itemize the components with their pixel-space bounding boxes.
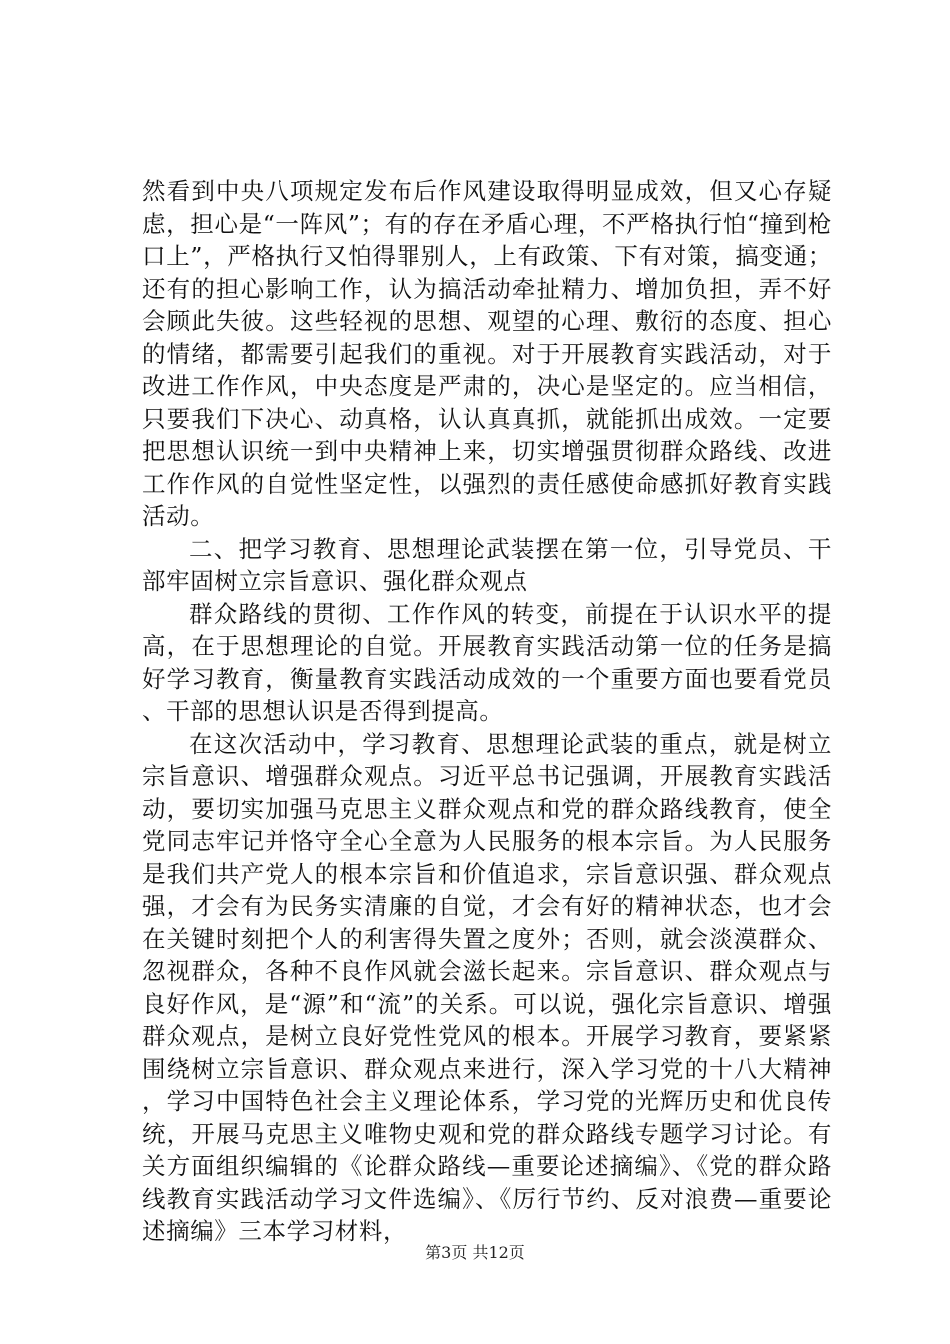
document-body — [142, 175, 832, 1248]
page-number-footer: 第3页 共12页 — [425, 1243, 525, 1262]
paragraph: 群众路线的贯彻、工作作风的转变，前提在于认识水平的提高，在于思想理论的自觉。开展教育实践活动第一位的任务是搞好学习教育，衡量教育实践活动成效的一个重要方面也要看党员、干部的思想认识是否得到提高。 — [142, 599, 832, 725]
paragraph-continued: 然看到中央八项规定发布后作风建设取得明显成效，但又心存疑虑，担心是“一阵风”；有的存在矛盾心理，不严格执行怕“撞到枪口上”，严格执行又怕得罪别人，上有政策、下有对策，搞变通；还有的担心影响工作，认为搞活动牵扯精力、增加负担，弄不好会顾此失彼。这些轻视的思想、观望的心理、敷衍的态度、担心的情绪，都需要引起我们的重视。对于开展教育实践活动，对于改进工作作风，中央态度是严肃的，决心是坚定的。应当相信，只要我们下决心、动真格，认认真真抓，就能抓出成效。一定要把思想认识统一到中央精神上来，切实增强贯彻群众路线、改进工作作风的自觉性坚定性，以强烈的责任感使命感抓好教育实践活动。 — [142, 177, 832, 530]
section-heading: 二、把学习教育、思想理论武装摆在第一位，引导党员、干部牢固树立宗旨意识、强化群众观点 — [142, 534, 832, 595]
paragraph: 在这次活动中，学习教育、思想理论武装的重点，就是树立宗旨意识、增强群众观点。习近平总书记强调，开展教育实践活动，要切实加强马克思主义群众观点和党的群众路线教育，使全党同志牢记并恪守全心全意为人民服务的根本宗旨。为人民服务是我们共产党人的根本宗旨和价值追求，宗旨意识强、群众观点强，才会有为民务实清廉的自觉，才会有好的精神状态，也才会在关键时刻把个人的利害得失置之度外；否则，就会淡漠群众、忽视群众，各种不良作风就会滋长起来。宗旨意识、群众观点与良好作风，是“源”和“流”的关系。可以说，强化宗旨意识、增强群众观点，是树立良好党性党风的根本。开展学习教育，要紧紧围绕树立宗旨意识、群众观点来进行，深入学习党的十八大精神，学习中国特色社会主义理论体系，学习党的光辉历史和优良传统，开展马克思主义唯物史观和党的群众路线专题学习讨论。有关方面组织编辑的《论群众路线—重要论述摘编》、《党的群众路线教育实践活动学习文件选编》、《厉行节约、反对浪费—重要论述摘编》三本学习材料， — [142, 729, 832, 1245]
